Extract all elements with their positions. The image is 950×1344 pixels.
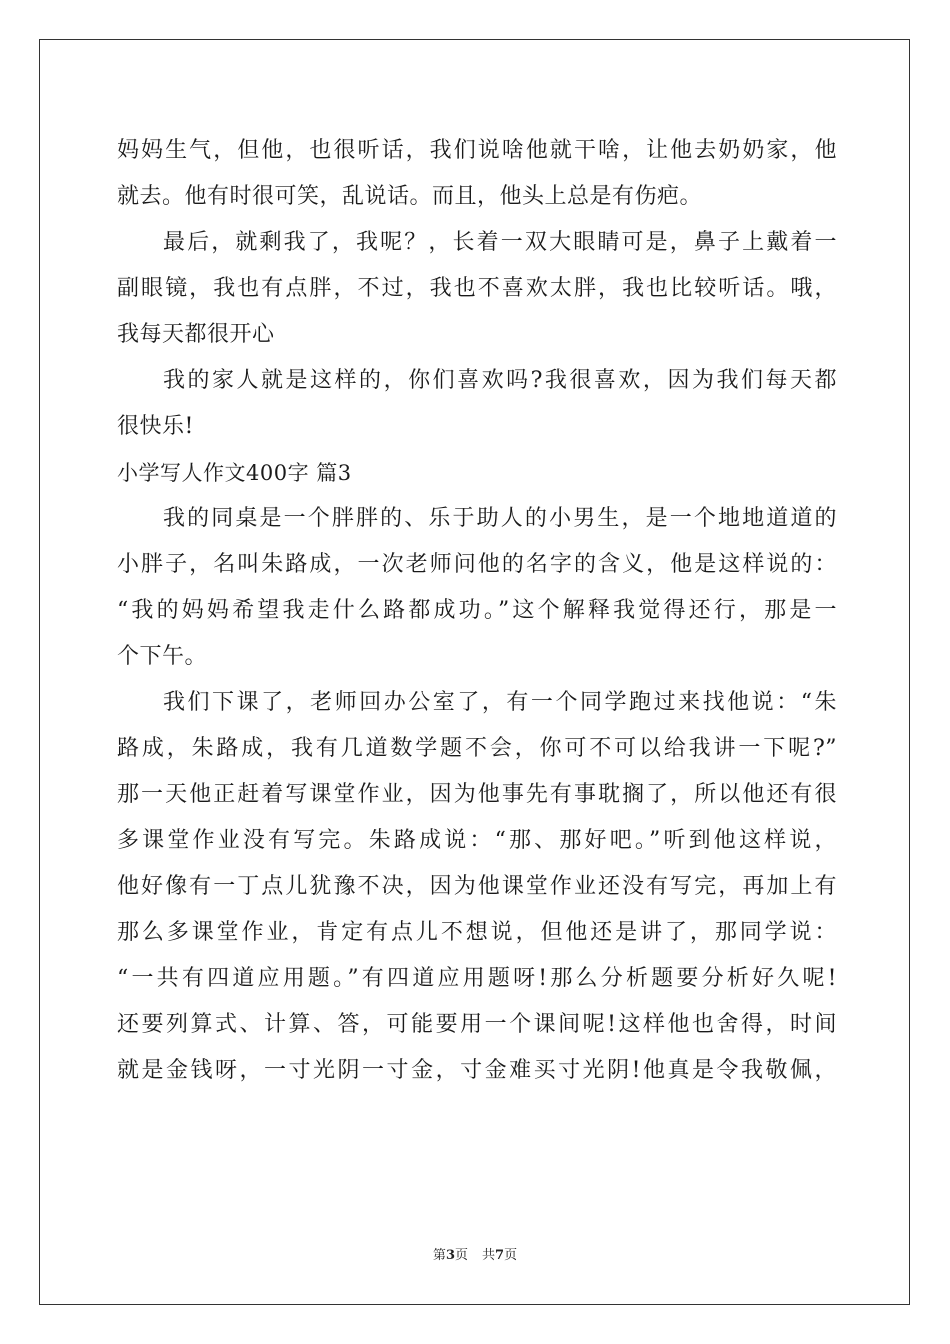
text-line: 路成，朱路成，我有几道数学题不会，你可不可以给我讲一下呢?” bbox=[117, 736, 837, 761]
text-line: 就去。他有时很可笑，乱说话。而且，他头上总是有伤疤。 bbox=[117, 184, 703, 209]
text-line: 就是金钱呀，一寸光阴一寸金，寸金难买寸光阴!他真是令我敬佩， bbox=[117, 1058, 837, 1083]
section-heading: 小学写人作文400字 篇3 bbox=[117, 461, 352, 485]
text-line: 很快乐! bbox=[117, 414, 194, 439]
text-line: “我的妈妈希望我走什么路都成功。”这个解释我觉得还行，那是一 bbox=[117, 598, 837, 623]
footer-total-suffix: 页 bbox=[504, 1248, 518, 1263]
text-line: 小胖子，名叫朱路成，一次老师问他的名字的含义，他是这样说的： bbox=[117, 552, 837, 577]
text-line: 最后，就剩我了，我呢？，长着一双大眼睛可是，鼻子上戴着一 bbox=[163, 230, 837, 255]
text-line: 那么多课堂作业，肯定有点儿不想说，但他还是讲了，那同学说： bbox=[117, 920, 837, 945]
text-line: 我每天都很开心 bbox=[117, 322, 275, 347]
text-line: 副眼镜，我也有点胖，不过，我也不喜欢太胖，我也比较听话。哦， bbox=[117, 276, 837, 301]
text-line: 多课堂作业没有写完。朱路成说：“那、那好吧。”听到他这样说， bbox=[117, 828, 837, 853]
footer-total-prefix: 共 bbox=[482, 1248, 496, 1263]
text-line: 我们下课了，老师回办公室了，有一个同学跑过来找他说：“朱 bbox=[163, 690, 837, 715]
text-line: 那一天他正赶着写课堂作业，因为他事先有事耽搁了，所以他还有很 bbox=[117, 782, 837, 807]
page-footer bbox=[0, 1244, 950, 1263]
current-page-number: 3 bbox=[445, 1248, 455, 1263]
text-line: 我的同桌是一个胖胖的、乐于助人的小男生，是一个地地道道的 bbox=[163, 506, 837, 531]
footer-prefix: 第 bbox=[432, 1248, 446, 1263]
footer-page-suffix: 页 bbox=[454, 1248, 468, 1263]
document-body bbox=[117, 128, 837, 1094]
text-line: 他好像有一丁点儿犹豫不决，因为他课堂作业还没有写完，再加上有 bbox=[117, 874, 837, 899]
text-line: 妈妈生气，但他，也很听话，我们说啥他就干啥，让他去奶奶家，他 bbox=[117, 138, 837, 163]
text-line: 我的家人就是这样的，你们喜欢吗?我很喜欢，因为我们每天都 bbox=[163, 368, 837, 393]
text-line: 还要列算式、计算、答，可能要用一个课间呢!这样他也舍得，时间 bbox=[117, 1012, 837, 1037]
total-page-number: 7 bbox=[495, 1248, 505, 1263]
text-line: 个下午。 bbox=[117, 644, 208, 669]
text-line: “一共有四道应用题。”有四道应用题呀!那么分析题要分析好久呢! bbox=[117, 966, 837, 991]
